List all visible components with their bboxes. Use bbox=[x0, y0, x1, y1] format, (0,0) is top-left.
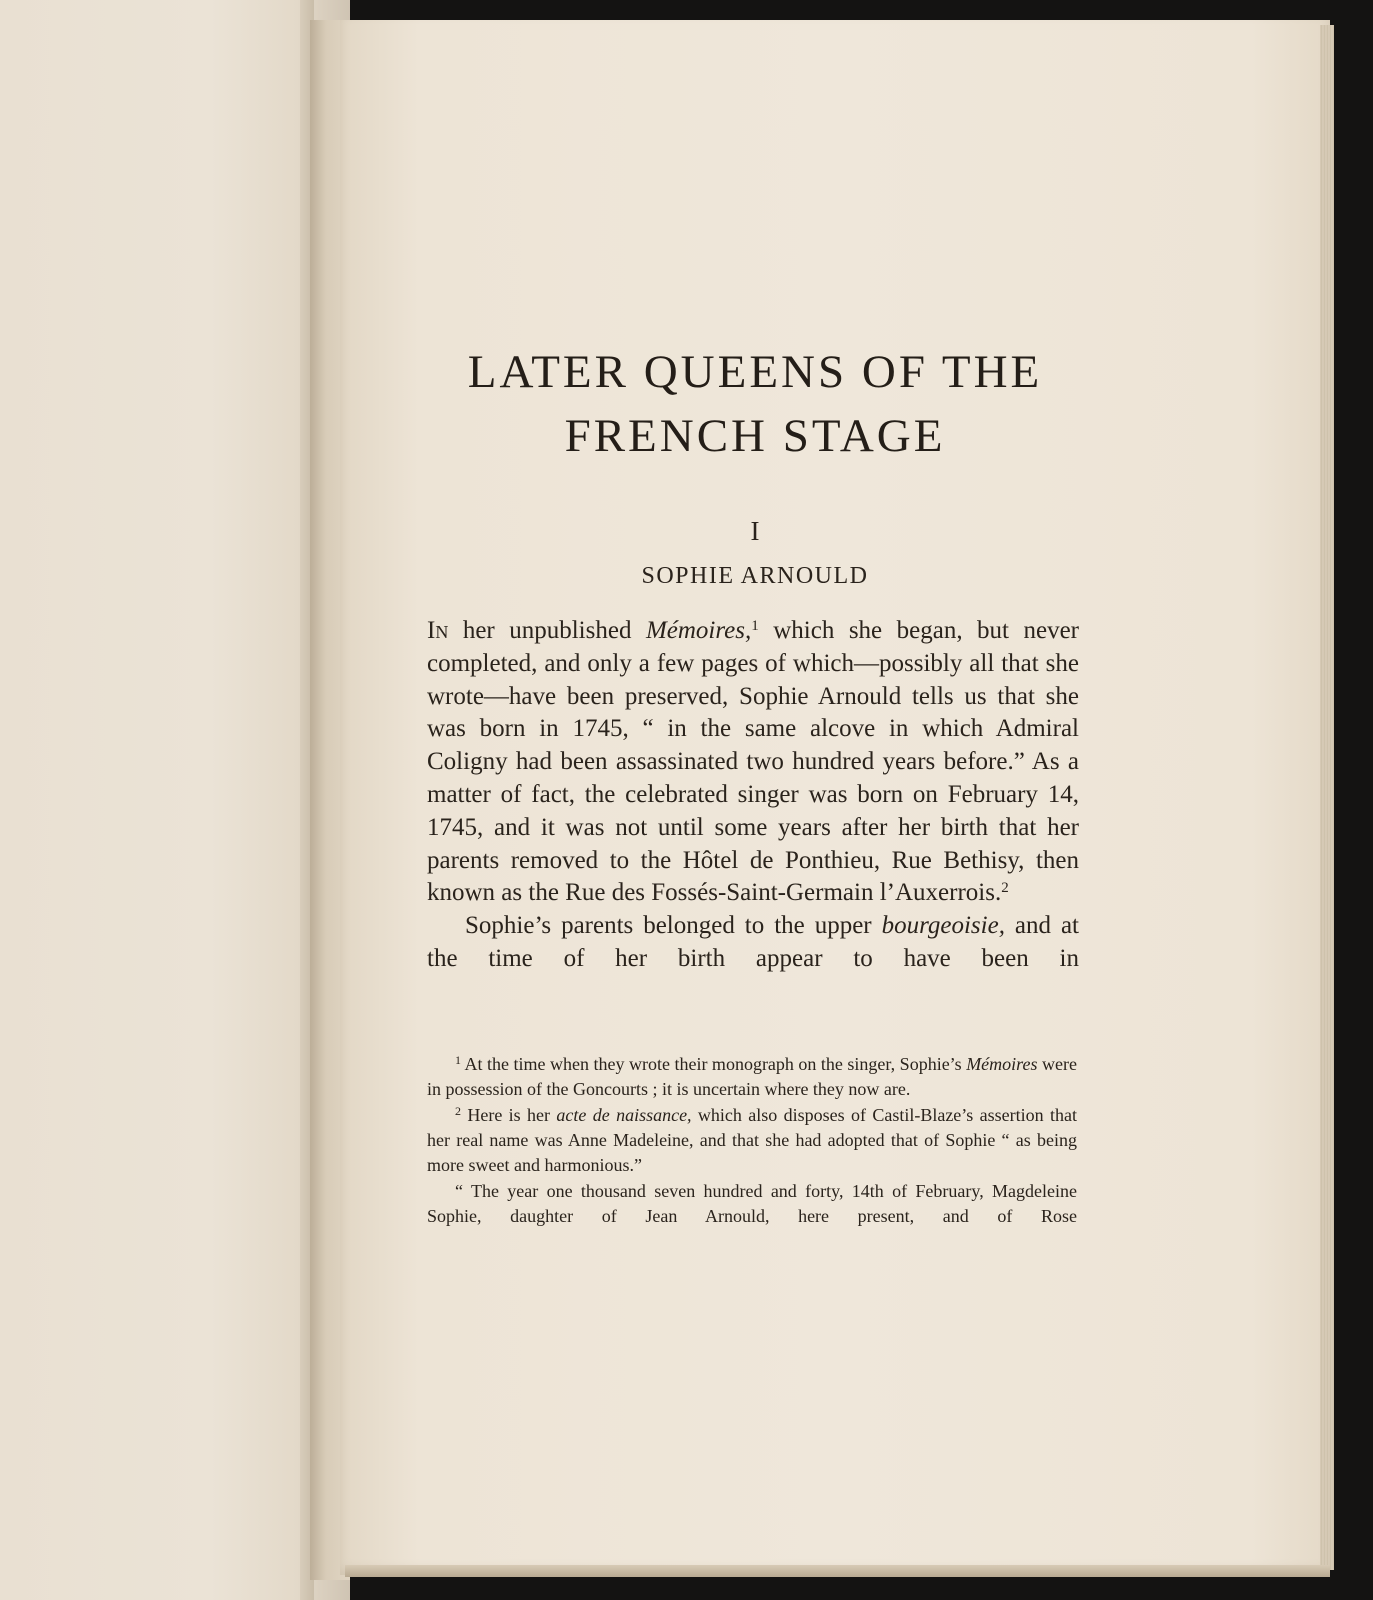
paragraph-1-text-a: her unpublished bbox=[448, 617, 646, 644]
paragraph-2-italic: bourgeoisie, bbox=[881, 912, 1005, 940]
footnote-1 bbox=[427, 1052, 1077, 1102]
paragraph-2 bbox=[427, 910, 1079, 976]
chapter-title: SOPHIE ARNOULD bbox=[641, 563, 869, 589]
opening-word: In bbox=[427, 617, 449, 644]
paragraph-1-italic: Mémoires, bbox=[645, 617, 752, 644]
opening-small-caps bbox=[427, 617, 448, 644]
footnote-1-marker: 1 bbox=[455, 1053, 461, 1067]
book-title bbox=[420, 340, 1090, 468]
footnote-2-text-b: which also disposes of Castil-Blaze’s assertion that her real name was Anne Madeleine, and that she had adopted that of Sophie “ as being more sweet and harmonious.” bbox=[427, 1105, 1077, 1175]
footnotes bbox=[427, 1052, 1077, 1230]
book-title-line-2: FRENCH STAGE bbox=[564, 410, 946, 462]
footnote-2-italic: acte de naissance, bbox=[556, 1105, 692, 1125]
paragraph-1 bbox=[427, 615, 1079, 910]
footnote-1-text-a: At the time when they wrote their monograph on the singer, Sophie’s bbox=[461, 1054, 967, 1074]
body-text bbox=[427, 615, 1079, 976]
footnote-ref-1: 1 bbox=[751, 617, 759, 634]
footnote-2-marker: 2 bbox=[455, 1104, 461, 1118]
paragraph-1-text-b: which she began, but never completed, and only a few pages of which—possibly all that she wrote—have been preserved, Sophie Arnould tells us that she was born in 1745, “ in the same alcove in which Admiral Coligny had been assassinated two hundred years before.” As a matter of fact, the celebrated singer was born on February 14, 1745, and it was not until some years after her birth that her parents removed to the Hôtel de Ponthieu, Rue Bethisy, then known as the Rue des Fossés-Saint-Germain l’Auxerrois. bbox=[427, 617, 1080, 907]
footnote-ref-2: 2 bbox=[1001, 880, 1009, 897]
chapter-number: I bbox=[750, 516, 760, 546]
footnote-1-italic: Mémoires bbox=[966, 1054, 1038, 1074]
footnote-3 bbox=[427, 1179, 1077, 1229]
paragraph-2-text-b: and at the time of her birth appear to have been in bbox=[427, 912, 1079, 972]
page-block-edge bbox=[1320, 25, 1334, 1570]
book-title-line-1: LATER QUEENS OF THE bbox=[467, 346, 1043, 398]
footnote-2 bbox=[427, 1103, 1077, 1178]
footnote-1-text-b: were in possession of the Goncourts ; it is uncertain where they now are. bbox=[427, 1054, 1077, 1099]
page-bottom-edge bbox=[345, 1565, 1330, 1577]
footnote-3-text: “ The year one thousand seven hundred and forty, 14th of February, Magdeleine Sophie, daughter of Jean Arnould, here present, and of Rose bbox=[427, 1181, 1077, 1226]
footnote-2-text-a: Here is her bbox=[461, 1105, 557, 1125]
paragraph-2-text-a: Sophie’s parents belonged to the upper bbox=[465, 912, 882, 940]
left-blank-page bbox=[0, 0, 350, 1600]
